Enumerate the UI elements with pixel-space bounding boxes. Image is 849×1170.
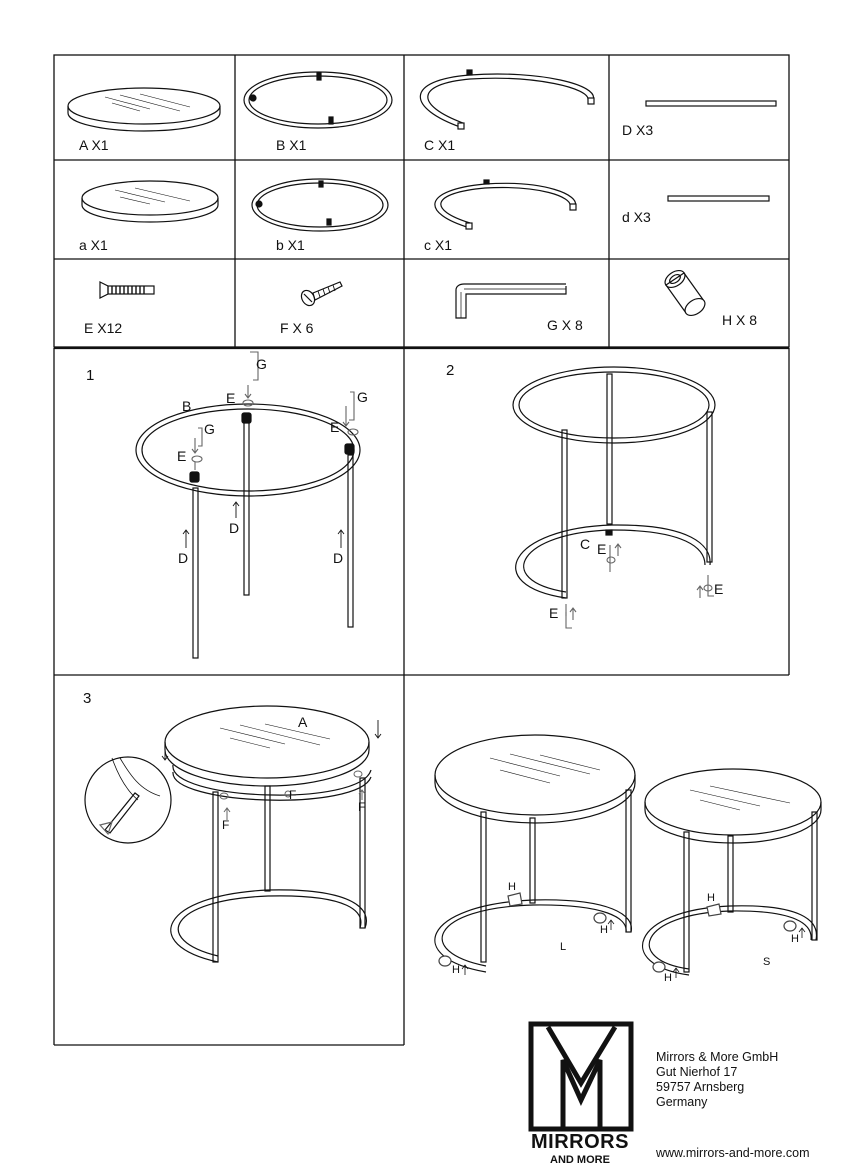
part-g-hex-key [456,284,566,318]
callout-a: A [298,714,308,730]
logo-subtitle: AND MORE [550,1154,610,1166]
size-label-small: S [763,956,771,968]
callout-e: E [226,390,236,406]
part-label-g: G X 8 [547,317,583,333]
part-d-leg-short [668,196,769,201]
company-street: Gut Nierhof 17 [656,1065,738,1079]
callout-d: D [333,550,344,566]
part-b-ring-small [252,179,388,231]
callout-d: D [178,550,189,566]
part-label-h: H X 8 [722,312,758,328]
callout-f: F [222,818,230,832]
step-3-drawing [85,706,381,962]
callout-h: H [600,924,608,936]
callout-b: B [182,398,192,414]
part-label-c-small: c X1 [424,237,453,253]
company-address [656,1050,778,1110]
callout-g: G [357,389,368,405]
part-e-bolt [100,282,154,298]
callout-h: H [791,933,799,945]
company-logo-mark [531,1024,631,1129]
callout-d: D [229,520,240,536]
company-country: Germany [656,1095,708,1109]
part-f-screw [299,282,342,308]
part-c-half-ring-large [420,70,594,129]
callout-e: E [330,419,340,435]
part-c-half-ring-small [435,180,576,229]
part-a-glass-top-small [82,181,218,222]
part-label-c-large: C X1 [424,137,456,153]
part-d-leg-long [646,101,776,106]
size-label-large: L [560,941,567,953]
step-number-3: 3 [83,690,92,707]
part-label-f: F X 6 [280,320,314,336]
part-b-ring-large [244,72,392,128]
logo-wordmark: MIRRORS [531,1131,629,1153]
callout-g: G [256,356,267,372]
callout-e: E [714,581,724,597]
part-a-glass-top-large [68,88,220,131]
part-label-e: E X12 [84,320,123,336]
callout-e: E [177,448,187,464]
part-label-d-large: D X3 [622,122,654,138]
steps-grid [54,348,789,1045]
step-number-2: 2 [446,362,455,379]
detail-bubble [85,757,171,843]
callout-h: H [452,964,460,976]
finished-large-table [435,735,635,975]
company-city: 59757 Arnsberg [656,1080,745,1094]
callout-g: G [204,421,215,437]
part-h-foot-cap [662,267,708,319]
callout-e: E [597,541,607,557]
callout-e: E [549,605,559,621]
part-label-a-small: a X1 [79,237,108,253]
callout-f: F [358,800,366,814]
part-label-b-large: B X1 [276,137,307,153]
company-name: Mirrors & More GmbH [656,1050,779,1064]
callout-c: C [580,536,591,552]
part-label-a-large: A X1 [79,137,109,153]
finished-small-table [643,769,821,978]
part-label-d-small: d X3 [622,209,651,225]
step-2-drawing [513,367,715,628]
callout-h: H [664,972,672,984]
step-number-1: 1 [86,367,95,384]
callout-h: H [707,892,715,904]
step-1-drawing [136,352,360,658]
callout-f: F [289,788,297,802]
company-website: www.mirrors-and-more.com [656,1146,810,1160]
callout-h: H [508,881,516,893]
part-label-b-small: b X1 [276,237,305,253]
